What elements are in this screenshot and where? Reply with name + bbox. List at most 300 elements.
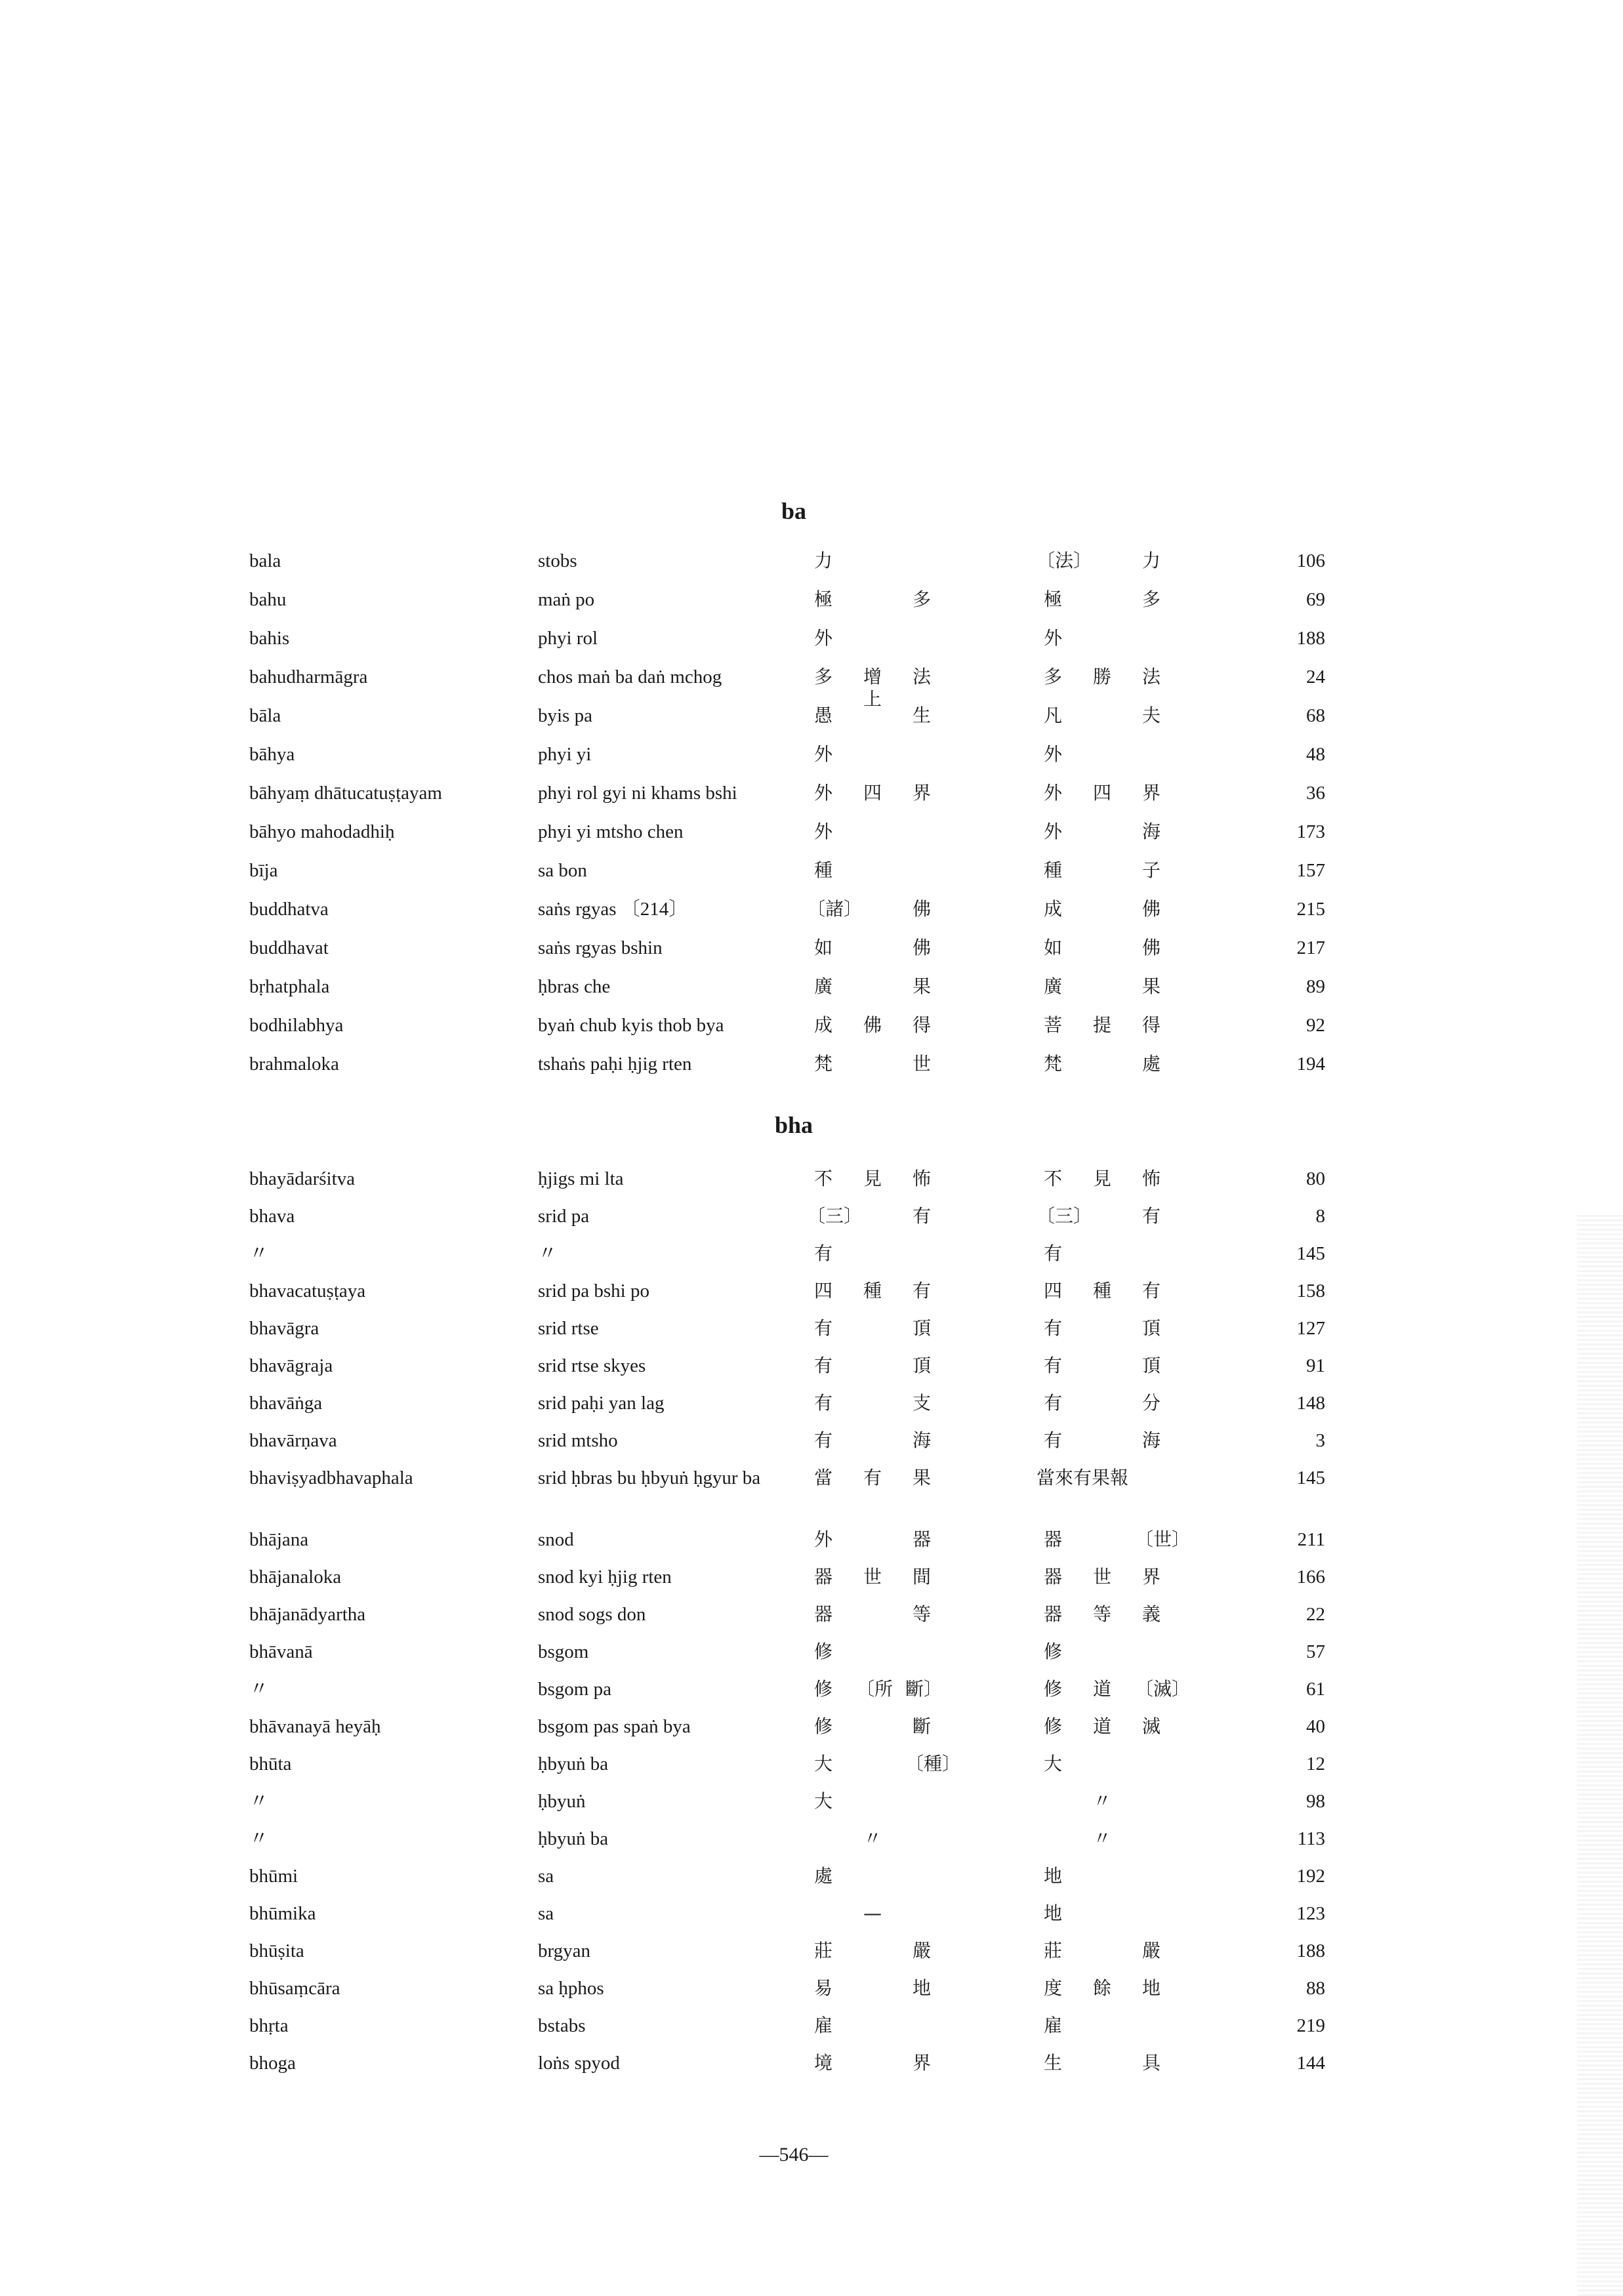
chinese-translation-1 — [807, 705, 938, 727]
chinese-char: 四 — [813, 1280, 832, 1302]
entry-row — [249, 1053, 1338, 1092]
chinese-char — [1086, 1902, 1119, 1925]
tibetan-term: srid mtsho — [538, 1430, 618, 1451]
chinese-char: 滅 — [1141, 1715, 1161, 1737]
chinese-char: 多 — [1141, 588, 1161, 610]
sanskrit-term: 〃 — [249, 1679, 269, 1700]
chinese-char: 梵 — [1043, 1053, 1062, 1075]
chinese-translation-1 — [807, 859, 938, 882]
chinese-char: 世 — [1092, 1566, 1111, 1588]
tibetan-term: phyi rol — [538, 628, 598, 649]
chinese-char: 修 — [1043, 1641, 1062, 1662]
chinese-char — [1086, 1940, 1119, 1962]
tibetan-term: sa — [538, 1903, 554, 1924]
tibetan-term: chos maṅ ba daṅ mchog — [538, 666, 722, 687]
chinese-char: 力 — [813, 550, 832, 571]
chinese-char: 地 — [1141, 1977, 1161, 1999]
chinese-translation-1 — [807, 1715, 938, 1738]
chinese-char: 四 — [1092, 782, 1111, 804]
chinese-char — [1037, 1790, 1069, 1813]
chinese-char: 如 — [1043, 937, 1062, 958]
page-reference: 80 — [1306, 1168, 1325, 1189]
page-reference: 48 — [1306, 744, 1325, 765]
chinese-char — [1037, 1828, 1069, 1850]
entry-row — [249, 666, 1338, 710]
chinese-char: 大 — [813, 1790, 832, 1812]
chinese-char — [856, 1429, 889, 1452]
chinese-char: 有 — [1043, 1355, 1062, 1376]
entry-row — [249, 1392, 1338, 1429]
entry-row — [249, 1977, 1338, 2015]
chinese-translation-2 — [1037, 2015, 1168, 2037]
chinese-char — [905, 859, 938, 882]
chinese-translation-1 — [807, 1753, 961, 1775]
chinese-char: — — [863, 1902, 882, 1924]
chinese-char: 夫 — [1141, 705, 1161, 726]
chinese-char — [856, 1392, 889, 1414]
chinese-char: 〔諸〕 — [807, 898, 863, 920]
chinese-char: 四 — [863, 782, 882, 804]
tibetan-term: phyi yi mtsho chen — [538, 821, 684, 842]
chinese-char: 界 — [912, 782, 931, 804]
chinese-char: 果 — [1141, 975, 1161, 997]
chinese-char: 外 — [1043, 782, 1062, 804]
chinese-char — [1086, 627, 1119, 649]
chinese-translation-1 — [807, 1053, 938, 1075]
chinese-char: 境 — [813, 2052, 832, 2074]
page-reference: 57 — [1306, 1641, 1325, 1662]
chinese-char: 器 — [1043, 1566, 1062, 1588]
chinese-translation-1 — [807, 1242, 938, 1265]
tibetan-term: loṅs spyod — [538, 2053, 620, 2074]
tibetan-term: brgyan — [538, 1940, 591, 1961]
chinese-translation-2 — [1037, 1753, 1168, 1775]
chinese-translation-1 — [807, 743, 938, 766]
chinese-char — [856, 821, 889, 843]
chinese-translation-2 — [1037, 782, 1168, 804]
chinese-translation-1 — [807, 782, 938, 804]
chinese-char: 佛 — [912, 937, 931, 958]
sanskrit-term: bhava — [249, 1206, 295, 1227]
sanskrit-term: bhāvanayā heyāḥ — [249, 1716, 381, 1737]
tibetan-term: ḥbyuṅ ba — [538, 1753, 609, 1774]
page-reference: 173 — [1296, 821, 1325, 842]
chinese-char: 種 — [863, 1280, 882, 1302]
tibetan-term: srid pa bshi po — [538, 1281, 649, 1302]
chinese-translation-2 — [1037, 1940, 1168, 1962]
sanskrit-term: bhūta — [249, 1753, 292, 1774]
chinese-char: 提 — [1092, 1014, 1111, 1036]
chinese-char — [1135, 743, 1168, 766]
page-reference: 3 — [1315, 1430, 1325, 1451]
tibetan-term: srid ḥbras bu ḥbyuṅ ḥgyur ba — [538, 1467, 761, 1488]
page-reference: 188 — [1296, 1940, 1325, 1961]
chinese-translation-2 — [1037, 1977, 1168, 1999]
entry-row — [249, 2015, 1338, 2052]
sanskrit-term: bhājanādyartha — [249, 1604, 366, 1625]
chinese-char — [1135, 1242, 1168, 1265]
sanskrit-term: bāhyo mahodadhiḥ — [249, 821, 395, 842]
chinese-char — [856, 1603, 889, 1626]
page-number: —546— — [759, 2144, 829, 2165]
chinese-char: 海 — [1141, 821, 1161, 842]
page-reference: 106 — [1296, 550, 1325, 571]
chinese-char: 外 — [813, 782, 832, 804]
chinese-translation-1 — [807, 1528, 938, 1551]
tibetan-term: ḥbras che — [538, 976, 611, 997]
chinese-char — [856, 975, 889, 998]
chinese-translation-2 — [1037, 1641, 1168, 1663]
chinese-char: 子 — [1141, 859, 1161, 881]
sanskrit-term: bhayādarśitva — [249, 1168, 356, 1189]
chinese-char: 有 — [912, 1205, 931, 1227]
chinese-char: 成 — [1043, 898, 1062, 920]
chinese-char: 修 — [813, 1641, 832, 1662]
chinese-char: 四 — [1043, 1280, 1062, 1302]
chinese-char — [856, 1940, 889, 1962]
chinese-char: 雇 — [1043, 2015, 1062, 2036]
sanskrit-term: bhūmika — [249, 1903, 316, 1924]
chinese-char — [1086, 1205, 1119, 1227]
entry-row — [249, 1865, 1338, 1902]
entry-row — [249, 743, 1338, 782]
chinese-translation-1 — [807, 2015, 938, 2037]
tibetan-term: snod kyi ḥjig rten — [538, 1567, 672, 1588]
chinese-char — [856, 550, 889, 572]
entry-row — [249, 1317, 1338, 1355]
sanskrit-term: bāla — [249, 705, 281, 726]
chinese-char: 地 — [912, 1977, 931, 1999]
chinese-char: 果 — [912, 1467, 931, 1488]
chinese-translation-1 — [807, 1355, 938, 1377]
chinese-translation-1 — [807, 1392, 938, 1414]
chinese-translation-2 — [1037, 898, 1168, 920]
chinese-translation-1 — [807, 1467, 938, 1489]
chinese-translation-1 — [807, 937, 938, 959]
chinese-char: 分 — [1141, 1392, 1161, 1414]
chinese-translation-2 — [1037, 1467, 1168, 1489]
chinese-char — [856, 1528, 889, 1551]
chinese-char — [905, 2015, 938, 2037]
chinese-char: 斷〕 — [905, 1678, 943, 1700]
chinese-translation-2 — [1037, 1355, 1168, 1377]
chinese-translation-2 — [1037, 1528, 1191, 1551]
entry-row — [249, 782, 1338, 821]
page-reference: 217 — [1296, 937, 1325, 958]
chinese-char: 有 — [1043, 1242, 1062, 1264]
chinese-char: 有 — [1141, 1205, 1161, 1227]
chinese-char: 頂 — [912, 1355, 931, 1376]
sanskrit-term: bahudharmāgra — [249, 666, 368, 687]
chinese-char — [1135, 1790, 1168, 1813]
section-heading-ba: ba — [781, 498, 807, 524]
chinese-char: 道 — [1092, 1678, 1111, 1700]
chinese-translation-1 — [807, 1168, 938, 1190]
chinese-char — [1086, 588, 1119, 611]
chinese-translation-1 — [807, 1317, 938, 1340]
section-ba-entries — [249, 550, 1338, 1092]
chinese-translation-1 — [807, 821, 938, 843]
chinese-translation-1 — [807, 1205, 938, 1227]
chinese-char: 廣 — [1043, 975, 1062, 997]
chinese-char — [1086, 2052, 1119, 2074]
sanskrit-term: bhṛta — [249, 2015, 289, 2036]
tibetan-term: maṅ po — [538, 589, 595, 610]
chinese-char — [856, 859, 889, 882]
chinese-char: 見 — [1092, 1168, 1111, 1189]
chinese-char — [905, 550, 938, 572]
page-reference: 69 — [1306, 589, 1325, 610]
page-reference: 188 — [1296, 628, 1325, 649]
chinese-translation-2 — [1037, 1317, 1168, 1340]
chinese-char — [905, 1902, 938, 1925]
chinese-char: 〃 — [863, 1828, 882, 1849]
chinese-char — [856, 937, 889, 959]
chinese-translation-1 — [807, 588, 938, 611]
tibetan-term: srid pa — [538, 1206, 590, 1227]
sanskrit-term: bhūmi — [249, 1866, 298, 1887]
page-reference: 12 — [1306, 1753, 1325, 1774]
page-reference: 61 — [1306, 1679, 1325, 1700]
chinese-char: 法 — [912, 666, 931, 687]
chinese-char — [905, 627, 938, 649]
chinese-char: 外 — [813, 743, 832, 765]
chinese-char — [856, 1317, 889, 1340]
chinese-char — [856, 1205, 889, 1227]
sanskrit-term: 〃 — [249, 1828, 269, 1849]
page-reference: 145 — [1296, 1467, 1325, 1488]
sanskrit-term: bāhyaṃ dhātucatuṣṭayam — [249, 783, 442, 804]
page-reference: 88 — [1306, 1978, 1325, 1999]
chinese-translation-1 — [807, 1940, 938, 1962]
chinese-char: 修 — [1043, 1678, 1062, 1700]
chinese-char: 怖 — [912, 1168, 931, 1189]
page-reference: 89 — [1306, 976, 1325, 997]
chinese-char — [1086, 1528, 1119, 1551]
chinese-char: 器 — [912, 1528, 931, 1550]
entry-row — [249, 2052, 1338, 2089]
chinese-char — [905, 1242, 938, 1265]
chinese-char — [1086, 937, 1119, 959]
chinese-char — [905, 821, 938, 843]
chinese-translation-1 — [807, 550, 938, 572]
chinese-translation-2 — [1037, 1715, 1168, 1738]
page-reference: 166 — [1296, 1567, 1325, 1588]
chinese-char: 有 — [813, 1429, 832, 1451]
chinese-char: 種 — [813, 859, 832, 881]
chinese-translation-1 — [807, 2052, 938, 2074]
chinese-translation-2 — [1037, 975, 1168, 998]
chinese-char — [905, 1641, 938, 1663]
chinese-char — [1135, 2015, 1168, 2037]
sanskrit-term: bhavāgraja — [249, 1355, 333, 1376]
chinese-char: 成 — [813, 1014, 832, 1036]
chinese-char — [1135, 1828, 1168, 1850]
page-reference: 157 — [1296, 860, 1325, 881]
chinese-char — [856, 898, 889, 920]
chinese-char: 處 — [1141, 1053, 1161, 1075]
tibetan-term: srid paḥi yan lag — [538, 1393, 665, 1414]
chinese-char: 佛 — [1141, 937, 1161, 958]
chinese-translation-2 — [1037, 1603, 1168, 1626]
chinese-char: 法 — [1141, 666, 1161, 687]
chinese-char: 海 — [912, 1429, 931, 1451]
sanskrit-term: 〃 — [249, 1243, 269, 1264]
chinese-char: 〔世〕 — [1135, 1528, 1191, 1550]
entry-row — [249, 1603, 1338, 1641]
page-reference: 219 — [1296, 2015, 1325, 2036]
chinese-char — [856, 2052, 889, 2074]
tibetan-term: sa — [538, 1866, 554, 1887]
chinese-translation-1 — [807, 1865, 938, 1887]
chinese-char: 易 — [813, 1977, 832, 1999]
tibetan-term: ḥbyuṅ — [538, 1791, 586, 1812]
entry-row — [249, 1528, 1338, 1566]
entry-row — [249, 1641, 1338, 1678]
chinese-char — [807, 1828, 840, 1850]
entry-row — [249, 705, 1338, 743]
chinese-char: 外 — [1043, 743, 1062, 765]
chinese-char: 界 — [1141, 1566, 1161, 1588]
chinese-translation-1 — [807, 898, 938, 920]
chinese-char: 有 — [813, 1242, 832, 1264]
chinese-char — [1086, 898, 1119, 920]
tibetan-term: srid rtse — [538, 1318, 599, 1339]
chinese-char: 如 — [813, 937, 832, 958]
tibetan-term: 〃 — [538, 1243, 558, 1264]
chinese-translation-1 — [807, 1566, 938, 1588]
chinese-char: 果 — [912, 975, 931, 997]
chinese-char: 雇 — [813, 2015, 832, 2036]
chinese-char: 頂 — [1141, 1355, 1161, 1376]
sanskrit-term: brahmaloka — [249, 1054, 339, 1075]
chinese-translation-2 — [1037, 1865, 1168, 1887]
chinese-char: 勝 — [1092, 666, 1111, 687]
chinese-char — [1086, 743, 1119, 766]
chinese-char: 等 — [912, 1603, 931, 1625]
chinese-char: 增上 — [863, 666, 882, 710]
chinese-char: 廣 — [813, 975, 832, 997]
section-heading-bha: bha — [774, 1112, 813, 1138]
chinese-translation-2 — [1037, 1205, 1168, 1227]
chinese-char: 修 — [1043, 1715, 1062, 1737]
chinese-char: 凡 — [1043, 705, 1062, 726]
chinese-char — [856, 1242, 889, 1265]
chinese-char: 得 — [912, 1014, 931, 1036]
chinese-char — [1086, 1392, 1119, 1414]
chinese-translation-2 — [1037, 2052, 1168, 2074]
chinese-translation-1 — [807, 666, 938, 710]
chinese-char: 怖 — [1141, 1168, 1161, 1189]
chinese-char: 當 — [813, 1467, 832, 1488]
chinese-char — [1086, 1053, 1119, 1075]
chinese-char: 愚 — [813, 705, 832, 726]
entry-row — [249, 1902, 1338, 1940]
chinese-char: 佛 — [863, 1014, 882, 1036]
chinese-char — [1086, 1641, 1119, 1663]
chinese-translation-1 — [807, 1429, 938, 1452]
chinese-translation-2 — [1037, 1014, 1168, 1036]
chinese-char — [1128, 1467, 1148, 1489]
chinese-translation-2 — [1037, 588, 1168, 611]
chinese-char — [856, 1977, 889, 1999]
chinese-char: 外 — [813, 627, 832, 649]
entry-row — [249, 1940, 1338, 1977]
chinese-translation-1 — [807, 1603, 938, 1626]
sanskrit-term: bhoga — [249, 2053, 296, 2074]
chinese-char: 界 — [1141, 782, 1161, 804]
chinese-translation-2 — [1037, 1280, 1168, 1302]
entry-row — [249, 937, 1338, 975]
entry-row — [249, 1715, 1338, 1753]
chinese-char: 佛 — [912, 898, 931, 920]
entry-row — [249, 1280, 1338, 1317]
chinese-char: 外 — [1043, 821, 1062, 842]
sanskrit-term: bīja — [249, 860, 278, 881]
chinese-char: 器 — [1043, 1603, 1062, 1625]
chinese-char: 得 — [1141, 1014, 1161, 1036]
chinese-translation-2 — [1037, 1902, 1168, 1925]
chinese-translation-2 — [1037, 1566, 1168, 1588]
sanskrit-term: bhavārṇava — [249, 1430, 337, 1451]
page-reference: 68 — [1306, 705, 1325, 726]
entry-row — [249, 821, 1338, 859]
chinese-translation-1 — [807, 1790, 938, 1813]
sanskrit-term: bhavacatuṣṭaya — [249, 1281, 366, 1302]
chinese-char — [856, 1355, 889, 1377]
chinese-char — [1086, 975, 1119, 998]
chinese-char — [905, 1790, 938, 1813]
chinese-char: 器 — [1043, 1528, 1062, 1550]
entry-row — [249, 1678, 1338, 1715]
chinese-char: 有 — [912, 1280, 931, 1302]
page-reference: 194 — [1296, 1054, 1325, 1075]
sanskrit-term: bhūṣita — [249, 1940, 304, 1961]
page-reference: 22 — [1306, 1604, 1325, 1625]
chinese-char: 〔種〕 — [905, 1753, 961, 1774]
entry-row — [249, 898, 1338, 937]
chinese-translation-1 — [807, 627, 938, 649]
sanskrit-term: bhājana — [249, 1529, 309, 1550]
chinese-translation-2 — [1037, 821, 1168, 843]
chinese-char: 極 — [813, 588, 832, 610]
chinese-char — [1135, 1902, 1168, 1925]
chinese-char — [905, 1865, 938, 1887]
sanskrit-term: bahis — [249, 628, 290, 649]
page-reference: 145 — [1296, 1243, 1325, 1264]
sanskrit-term: bala — [249, 550, 281, 571]
chinese-char: 具 — [1141, 2052, 1161, 2074]
section-bha-entries — [249, 1168, 1338, 2089]
chinese-char — [856, 2015, 889, 2037]
tibetan-term: bsgom pas spaṅ bya — [538, 1716, 691, 1737]
sanskrit-term: bhūsaṃcāra — [249, 1978, 340, 1999]
chinese-translation-2 — [1037, 1242, 1168, 1265]
chinese-char: 有 — [813, 1317, 832, 1339]
chinese-translation-1 — [807, 1902, 938, 1925]
entry-row — [249, 1205, 1338, 1242]
chinese-char: 多 — [912, 588, 931, 610]
entry-row — [249, 588, 1338, 627]
entry-row — [249, 859, 1338, 898]
chinese-char: 菩 — [1043, 1014, 1062, 1036]
tibetan-term: saṅs rgyas bshin — [538, 937, 663, 958]
page-reference: 148 — [1296, 1393, 1325, 1414]
chinese-char: 有 — [863, 1467, 882, 1488]
tibetan-term: ḥbyuṅ ba — [538, 1828, 609, 1849]
chinese-char: 修 — [813, 1715, 832, 1737]
tibetan-term: bsgom — [538, 1641, 589, 1662]
